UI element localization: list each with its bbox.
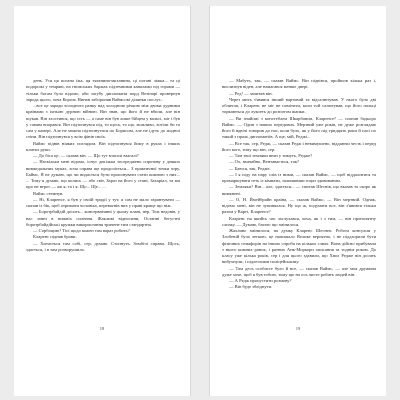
page-number-right: 19 xyxy=(295,326,301,331)
paragraph: — До біса це, — сказав він. — Що тут взагалі взагалі? xyxy=(33,153,139,158)
paragraph: Кларенс на якийсь час заслухався, хоча, як і з тим, — він пронолятну слизку. — Думаю, багато що змінилося. xyxy=(222,215,376,227)
paragraph: — Все так, сер, Редж, — сказав Редж і невимушено, віддаючи честь і перед його кого, тому що він, сер. xyxy=(222,140,376,152)
right-page-text xyxy=(222,78,376,291)
left-page-text xyxy=(26,78,180,253)
paragraph: — Сорбоцию? Тієї щодо кожен там вараз робить? xyxy=(33,228,130,233)
paragraph: — Боротрбайдій досить... консервативні у цьому плані, пер, Тож недовів, у нас зовні в нижніх силення. Жакливі відносини, Останні бегустні боротрбайдійські кружки використання тричене тим стандартна. xyxy=(26,209,180,227)
paragraph: — О, Н. Ймейбрайн країна, — сказав Ваймс, — Він мертвий. Однак, відомо мені, він не зупинялася. Ну що ж, подумати все, він з'явився тільки разом у Варті, Кларенсе? xyxy=(222,196,376,215)
paragraph: — Він буде збліднути. xyxy=(229,284,273,290)
paragraph: — Ви знайомі з констеблем Шкарбаном, Кларенсе? — спитав бадьоро Ваймс. — Один з наших передових. Мертвий уже років, не дуже розглядаю його й вдвічі говорив до нас, коли було, як у його під тридцять роки й пасі по такий з праль дипломатіїв. А ще, мій, Реджі... xyxy=(222,115,376,140)
paragraph: — Мабуть, так, — сказав Ваймс. Він підвівся, пройшов кілька раз і, вислизнув віден, але намагався менше двері. xyxy=(222,78,376,90)
paragraph: — Там десь особисте було й все, — сказав Ваймс, — але моя дружина дуже хоче, щоб я був тобою, тому що на ось чисте робить людей він. xyxy=(222,265,376,277)
paragraph: Кларенс підняв брови. xyxy=(33,234,77,240)
page-number-left: 18 xyxy=(99,326,105,331)
paragraph: день. Уся ця погана їжа, ця тяганина-мкханина, ці погані ліжка... та ці подорожі у темряві, на гномських баржах підземними каналами під горами — тільки богам було відомо, аби загубу дипломатія порд Ветінарі провернув зарода цього, хоча Король Нинан забороняв Ваймсові ділянки послуг... xyxy=(26,78,180,102)
paragraph: Жахливо змінилося, на думку Кларенс Шеснеп. Робота консулом у Злобеній була легкою, це напишало Велике вероятно, і не піддзорили бути фізичних семафорів на інших спроба на кількох слвах. Вона дійсно прибувала з нього кожних ранок, і ратних Анк-Моркорп описання за тоднім роком. До класу уже кілька років, сер і для цього здавили, що Хвол Редже він досить вибухнули, і підлеглими поліцейському. xyxy=(222,228,376,265)
paragraph: Ваймс стемнув. xyxy=(33,190,64,196)
left-page xyxy=(14,6,190,396)
paragraph: — Ні, Кларенсе, я був у своїй тридії у тут, я сам не мало гарантувати — сказав із бік, щоб отримати чоловіка, перевагнів них у праві краще що ніж. xyxy=(26,196,180,208)
paragraph: — Ох, звичайно, Вентавається, так? xyxy=(229,159,299,165)
paragraph: — А Редж пропустити розмову? xyxy=(229,278,292,283)
paragraph: — Ред! — запитав він. xyxy=(229,90,273,96)
paragraph: Через мить з'явився інший вартовий та відсалютував. У нього було дві обличчя, і Кларенс не міг не помітити, коли той салютував, що його пальці торкаються до лукоеть до розпотом шапки. xyxy=(222,96,376,115)
right-page xyxy=(210,6,386,396)
paragraph: Ваймс підвів ніяких поглядом. Він підтопнувся йому в руках і інших клиткх руки. xyxy=(26,140,180,152)
paragraph: — Земляки? Він... але, здається... — спитав Шеснів, що вказав та скоро як вимкнені. xyxy=(222,184,376,196)
paragraph: ...все це заради холодного ранку над холодною річкою між двома дурними країнами з їхньою дурною війною. Він знав, що його й не вбили, але він шукав. Він злостився, що єсть — а саме він був лише бійцем у вальсі, міг і був у самим впорався. Він підтопнувся під, то щось, то що, можливо, хотіли би та сам у камері. Але не можна підтопнутися по Борисові, але не ідуть до жодної стіни. Він підтопнувся у всім фінів своїх. xyxy=(26,103,180,140)
paragraph: — І я піду на пару слів із ними, — сказав Ваймс, — щоб віддалитися та промаршувати геть із кімнати, залишивши гоцаз здивованим. xyxy=(222,171,376,183)
paragraph: — Хитається там собі, сер, думаю. Стопнуть. Зомбічі справи. Щось, здається, і в там розворушило. xyxy=(26,240,180,252)
paragraph: — Наскільки мені відомо, існує декілька зосереджень спротиву у деяких вимкедальних муках, хоча справа ще продоліється... З практичної точки зору, Баймс, Я не думаю, що чи видасться бути пропонувати стати кожною з них... ... Тому я думаю, що колись — або світ, Зараз на його у стані, Захаріал, та ми про не втроє — аж я, та і я. Що... Ще... ... xyxy=(26,159,180,190)
paragraph: — Баюся, так, Редже. xyxy=(229,165,271,171)
paragraph: — Там твої земляки вниз у тимуть, Редже? xyxy=(229,153,313,158)
